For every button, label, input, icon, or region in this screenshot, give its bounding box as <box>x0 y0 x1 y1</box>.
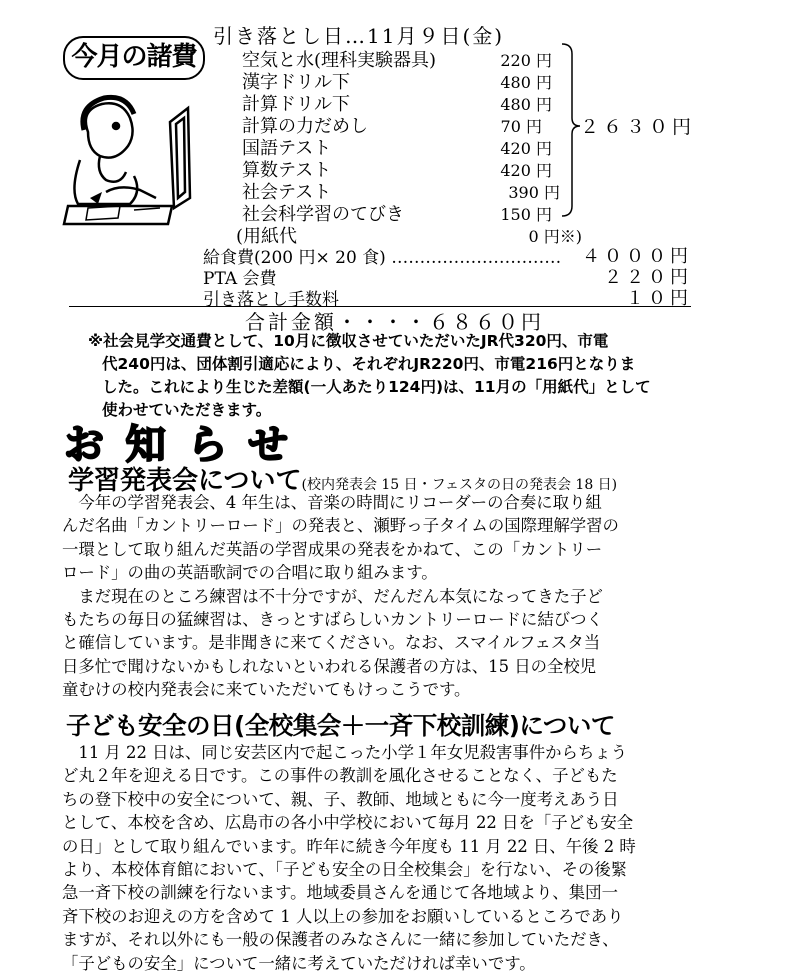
text-line: 急一斉下校の訓練を行ないます。地域委員さんを通じて各地域より、集団一 <box>62 883 618 903</box>
note-line: した。これにより生じた差額(一人あたり124円)は、11月の「用紙代」として <box>102 378 651 396</box>
text-line: より、本校体育館において、「子ども安全の日全校集会」を行ない、その後緊 <box>62 860 628 880</box>
fee-item-name: 計算の力だめし <box>242 116 368 137</box>
text-line: と確信しています。是非聞きに来てください。なお、スマイルフェスタ当 <box>62 633 601 653</box>
text-line: 今年の学習発表会、4 年生は、音楽の時間にリコーダーの合奏に取り組 <box>78 493 602 512</box>
bank-fee-label: 引き落とし手数料 <box>203 290 339 310</box>
fee-item-price: 0 円※) <box>528 227 582 246</box>
fee-item-price: 420 円 <box>500 139 552 158</box>
section-subtitle: (校内発表会 15 日・フェスタの日の発表会 18 日) <box>301 477 618 493</box>
text-line: ど丸２年を迎える日です。この事件の教訓を風化させることなく、子どもた <box>62 766 618 786</box>
safety-day-paragraph <box>62 741 727 975</box>
notice-logo-text: お知らせ <box>64 422 290 464</box>
transport-fee-note <box>88 330 778 422</box>
section-title-text: 学習発表会について <box>68 466 302 496</box>
fee-item-name: 社会科学習のてびき <box>242 204 404 225</box>
text-line: 「子どもの安全」について一緒に考えていただければ幸いです。 <box>62 953 536 973</box>
fee-item-price: 70 円 <box>500 117 542 136</box>
text-line: 11 月 22 日は、同じ安芸区内で起こった小学１年女児殺害事件からちょう <box>78 743 628 762</box>
fee-item-price: 390 円 <box>508 183 560 202</box>
presentation-paragraph-1 <box>62 491 727 702</box>
text-line: もたちの毎日の猛練習は、きっとすばらしいカントリーロードに結びつく <box>62 610 603 630</box>
fee-item-name: (用紙代 <box>236 226 298 247</box>
student-illustration <box>60 80 220 230</box>
note-line: ※社会見学交通費として、10月に徴収させていただいたJR代320円、市電 <box>88 332 609 350</box>
lunch-fee-value: ４０００円 <box>582 246 692 267</box>
text-line: 一環として取り組んだ英語の学習成果の発表をかねて、この「カントリー <box>62 539 603 559</box>
note-line: 使わせていただきます。 <box>102 401 272 419</box>
fee-item-price: 220 円 <box>500 51 552 70</box>
note-line: 代240円は、団体割引適応により、それぞれJR220円、市電216円となりま <box>102 355 636 373</box>
text-line: ますが、それ以外にも一般の保護者のみなさんに一緒に参加していただき、 <box>62 930 619 950</box>
fee-item-name: 社会テスト <box>242 182 332 203</box>
fee-item-name: 計算ドリル下 <box>242 94 350 115</box>
text-line: 斉下校のお迎えの方を含めて 1 人以上の参加をお願いしているところであり <box>62 906 624 926</box>
fee-item-name: 漢字ドリル下 <box>242 72 350 93</box>
fee-item-name: 算数テスト <box>242 160 332 181</box>
fee-item-name: 空気と水(理科実験器具) <box>242 50 437 71</box>
pta-fee-label: PTA 会費 <box>203 269 277 289</box>
monthly-fees-badge: 今月の諸費 <box>63 36 205 80</box>
section-title-safety-day: 子ども安全の日(全校集会＋一斉下校訓練)について <box>66 711 615 740</box>
text-line: 日多忙で聞けないかもしれないといわれる保護者の方は、15 日の全校児 <box>62 656 597 676</box>
text-line: として、本校を含め、広島市の各小中学校において毎月 22 日を「子ども安全 <box>62 813 634 833</box>
text-line: まだ現在のところ練習は不十分ですが、だんだん本気になってきた子ど <box>78 586 603 606</box>
subtotal-amount: ２６３０円 <box>580 116 696 138</box>
fee-item-price: 480 円 <box>500 73 552 92</box>
total-amount: 合計金額・・・・６８６０円 <box>245 310 544 334</box>
fee-item-name: 国語テスト <box>242 138 332 159</box>
fee-item-price: 150 円 <box>500 205 552 224</box>
fee-item-price: 480 円 <box>500 95 552 114</box>
text-line: ちの登下校中の安全について、親、子、教師、地域ともに今一度考えあう日 <box>62 789 619 809</box>
lunch-fee-label: 給食費(200 円× 20 食) ………………………… <box>203 248 562 268</box>
text-line: 童むけの校内発表会に来ていただいてもけっこうです。 <box>62 680 471 700</box>
text-line: ロード」の曲の英語歌詞での合唱に取り組みます。 <box>62 563 438 583</box>
pta-fee-value: ２２０円 <box>604 267 692 288</box>
fee-item-price: 420 円 <box>500 161 552 180</box>
notice-logo <box>62 420 294 464</box>
text-line: の日」として取り組んでいます。昨年に続き今年度も 11 月 22 日、午後 2 時 <box>62 836 636 856</box>
text-line: んだ名曲「カントリーロード」の発表と、瀬野っ子タイムの国際理解学習の <box>62 516 619 536</box>
bank-fee-value: １０円 <box>626 288 692 309</box>
deduction-date: 引き落とし日…11月９日(金) <box>213 24 505 48</box>
